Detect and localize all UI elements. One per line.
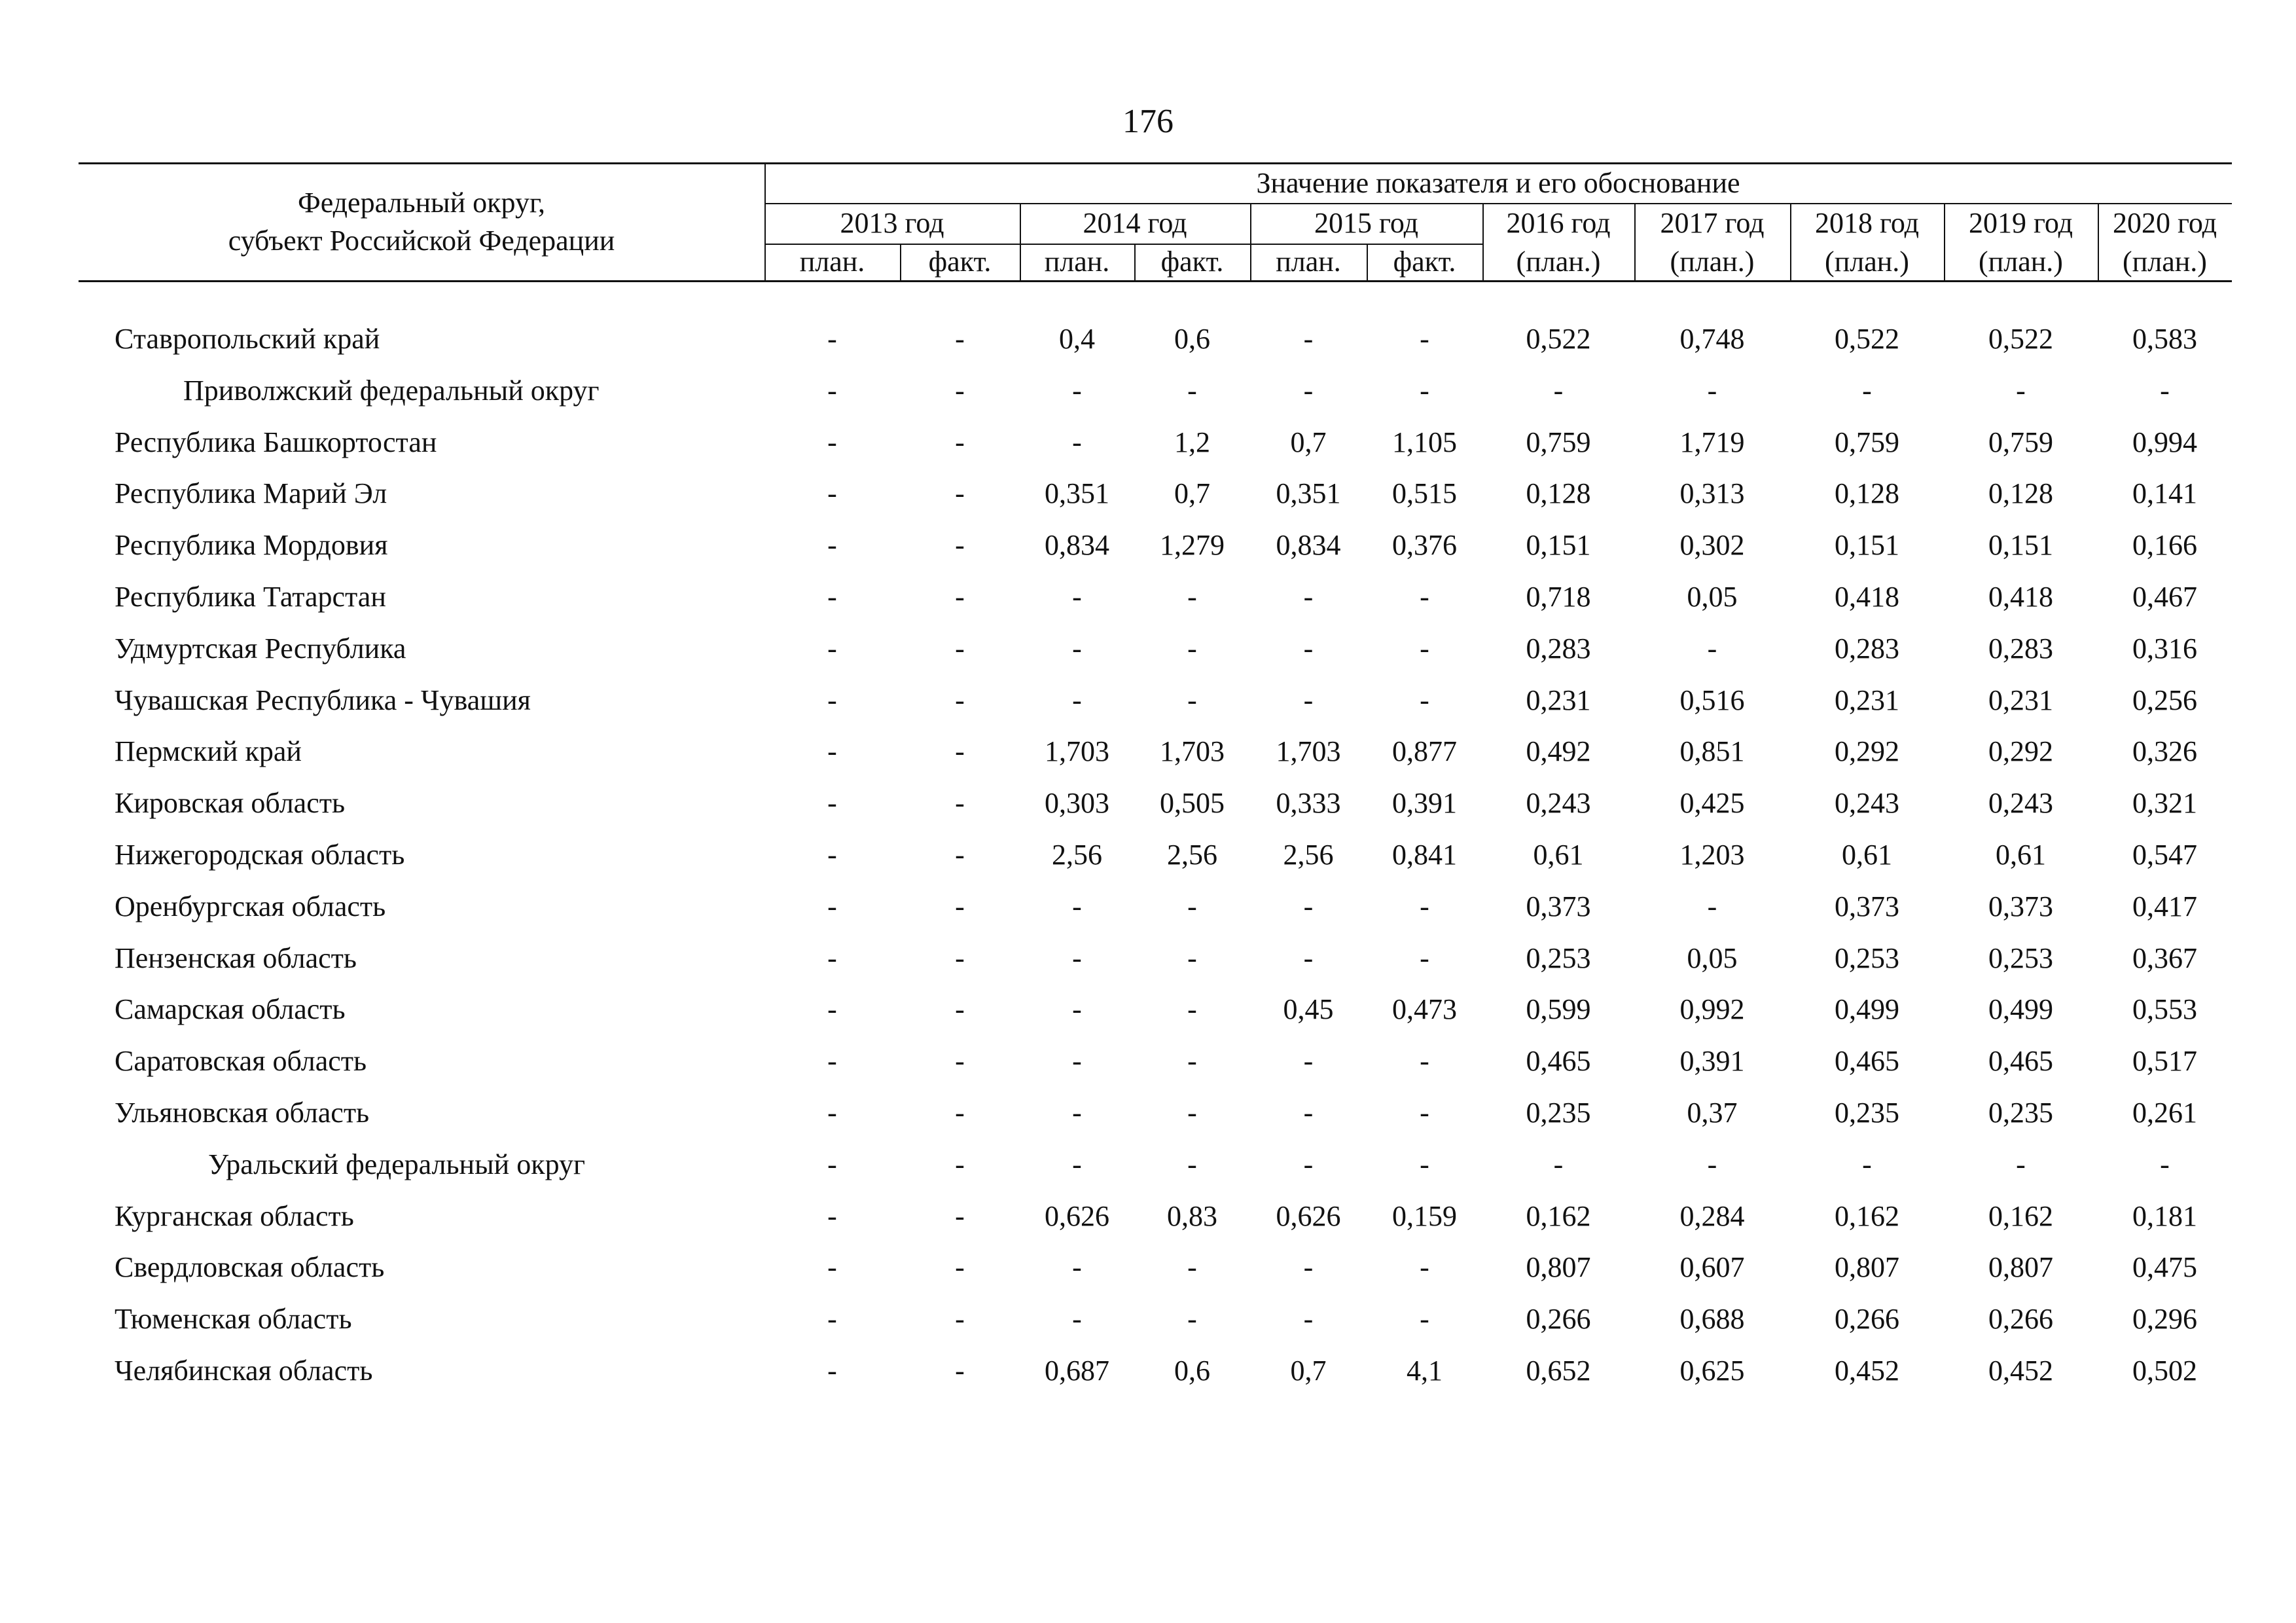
value-cell: 0,05 xyxy=(1687,941,1738,974)
value-cell: 0,162 xyxy=(1526,1199,1591,1232)
value-cell: 0,162 xyxy=(1988,1199,2053,1232)
value-cell: - xyxy=(955,1303,965,1336)
value-cell: 0,475 xyxy=(2132,1251,2197,1284)
value-cell: 0,373 xyxy=(1988,890,2053,922)
value-cell: - xyxy=(1072,1045,1082,1078)
value-cell: 0,283 xyxy=(1988,632,2053,665)
region-name: Нижегородская область xyxy=(115,839,405,871)
value-cell: 0,231 xyxy=(1526,684,1591,716)
value-cell: 0,303 xyxy=(1045,787,1109,820)
value-cell: 0,351 xyxy=(1045,477,1109,510)
value-cell: 0,759 xyxy=(1835,426,1899,458)
value-cell: - xyxy=(827,839,837,871)
value-cell: - xyxy=(955,581,965,613)
year-header-2013: 2013 год xyxy=(840,207,944,239)
value-cell: 0,515 xyxy=(1392,477,1457,510)
value-cell: - xyxy=(2016,374,2026,407)
value-cell: 0,351 xyxy=(1276,477,1341,510)
value-cell: - xyxy=(827,323,837,355)
value-cell: - xyxy=(955,426,965,458)
header-group-rule xyxy=(764,203,2232,204)
value-cell: 0,284 xyxy=(1679,1199,1745,1232)
value-cell: - xyxy=(1303,1303,1314,1336)
value-cell: 0,141 xyxy=(2132,477,2197,510)
value-cell: 0,151 xyxy=(1988,529,2053,562)
value-cell: - xyxy=(1187,993,1197,1026)
value-cell: 0,376 xyxy=(1392,529,1457,562)
value-cell: 1,703 xyxy=(1276,735,1341,768)
value-cell: 0,502 xyxy=(2132,1355,2197,1387)
value-cell: - xyxy=(955,1355,965,1387)
value-cell: - xyxy=(955,632,965,665)
value-cell: 1,703 xyxy=(1160,735,1225,768)
value-cell: - xyxy=(1420,1303,1429,1336)
value-cell: - xyxy=(827,529,837,562)
value-cell: 0,718 xyxy=(1526,581,1591,613)
value-cell: - xyxy=(827,374,837,407)
region-name: Пензенская область xyxy=(115,941,357,974)
region-name: Чувашская Республика - Чувашия xyxy=(115,684,531,716)
value-cell: - xyxy=(1187,684,1197,716)
year-header-2017: 2017 год xyxy=(1660,207,1765,239)
value-cell: 0,83 xyxy=(1167,1199,1217,1232)
value-cell: 0,516 xyxy=(1679,684,1745,716)
value-cell: 0,37 xyxy=(1687,1097,1738,1129)
value-cell: - xyxy=(955,684,965,716)
value-cell: - xyxy=(1420,374,1429,407)
value-cell: 0,492 xyxy=(1526,735,1591,768)
value-cell: 0,418 xyxy=(1835,581,1899,613)
value-cell: 0,243 xyxy=(1988,787,2053,820)
value-cell: - xyxy=(1187,632,1197,665)
subheader-plan-only: (план.) xyxy=(1516,246,1601,278)
value-cell: - xyxy=(1187,890,1197,922)
value-cell: - xyxy=(1303,941,1314,974)
value-cell: 0,994 xyxy=(2132,426,2197,458)
value-cell: 1,2 xyxy=(1174,426,1210,458)
value-cell: - xyxy=(1707,632,1717,665)
value-cell: 0,166 xyxy=(2132,529,2197,562)
value-cell: 4,1 xyxy=(1407,1355,1443,1387)
value-cell: 0,759 xyxy=(1526,426,1591,458)
value-cell: 0,266 xyxy=(1835,1303,1899,1336)
subheader-fact: факт. xyxy=(928,246,992,278)
value-cell: 0,128 xyxy=(1835,477,1899,510)
value-cell: 0,7 xyxy=(1290,426,1327,458)
value-cell: 0,688 xyxy=(1679,1303,1745,1336)
value-cell: 1,719 xyxy=(1679,426,1745,458)
value-cell: 0,162 xyxy=(1835,1199,1899,1232)
subheader-fact: факт. xyxy=(1393,246,1456,278)
value-cell: 0,834 xyxy=(1276,529,1341,562)
header-top-rule xyxy=(79,162,2232,164)
value-cell: - xyxy=(955,323,965,355)
value-cell: 0,292 xyxy=(1988,735,2053,768)
year-header-2015: 2015 год xyxy=(1314,207,1419,239)
value-cell: - xyxy=(1187,1303,1197,1336)
value-cell: - xyxy=(827,1303,837,1336)
value-cell: - xyxy=(1187,1148,1197,1180)
value-cell: 0,256 xyxy=(2132,684,2197,716)
value-cell: - xyxy=(1303,1045,1314,1078)
subheader-plan: план. xyxy=(1276,246,1341,278)
value-cell: - xyxy=(827,993,837,1026)
value-cell: - xyxy=(1303,581,1314,613)
value-cell: 0,391 xyxy=(1679,1045,1745,1078)
value-cell: 0,128 xyxy=(1526,477,1591,510)
year-header-2016: 2016 год xyxy=(1506,207,1611,239)
value-cell: 0,326 xyxy=(2132,735,2197,768)
value-cell: 0,231 xyxy=(1988,684,2053,716)
value-cell: - xyxy=(1420,1251,1429,1284)
value-cell: - xyxy=(1072,684,1082,716)
subheader-plan: план. xyxy=(1044,246,1110,278)
value-cell: 0,253 xyxy=(1526,941,1591,974)
value-cell: 0,425 xyxy=(1679,787,1745,820)
value-cell: 0,253 xyxy=(1835,941,1899,974)
value-cell: - xyxy=(1420,1148,1429,1180)
value-cell: - xyxy=(1072,1251,1082,1284)
value-cell: 0,626 xyxy=(1276,1199,1341,1232)
value-cell: 0,7 xyxy=(1174,477,1210,510)
value-cell: 0,652 xyxy=(1526,1355,1591,1387)
region-name: Республика Мордовия xyxy=(115,529,388,562)
value-cell: 0,61 xyxy=(1842,839,1892,871)
value-cell: 1,105 xyxy=(1392,426,1457,458)
value-cell: - xyxy=(827,1045,837,1078)
region-name: Оренбургская область xyxy=(115,890,386,922)
header-subheader-rule xyxy=(764,244,1482,245)
value-cell: - xyxy=(955,1097,965,1129)
value-cell: - xyxy=(1303,684,1314,716)
header-bottom-rule xyxy=(79,280,2232,282)
subheader-plan: план. xyxy=(799,246,865,278)
value-cell: - xyxy=(1187,374,1197,407)
value-cell: 0,159 xyxy=(1392,1199,1457,1232)
value-cell: 0,61 xyxy=(1996,839,2046,871)
value-cell: - xyxy=(955,374,965,407)
value-cell: 0,181 xyxy=(2132,1199,2197,1232)
value-cell: - xyxy=(827,1097,837,1129)
value-cell: - xyxy=(1187,1251,1197,1284)
value-cell: - xyxy=(1187,581,1197,613)
value-cell: 0,607 xyxy=(1679,1251,1745,1284)
value-cell: 0,321 xyxy=(2132,787,2197,820)
value-cell: 0,748 xyxy=(1679,323,1745,355)
value-cell: - xyxy=(827,787,837,820)
value-cell: 0,807 xyxy=(1835,1251,1899,1284)
value-cell: 0,473 xyxy=(1392,993,1457,1026)
value-cell: 1,203 xyxy=(1679,839,1745,871)
region-column-header-line1: Федеральный округ, xyxy=(297,187,546,219)
region-name: Ульяновская область xyxy=(115,1097,370,1129)
value-cell: - xyxy=(1072,890,1082,922)
value-cell: - xyxy=(1862,1148,1872,1180)
value-cell: 0,151 xyxy=(1526,529,1591,562)
value-cell: - xyxy=(827,735,837,768)
value-cell: - xyxy=(1072,632,1082,665)
value-cell: 0,625 xyxy=(1679,1355,1745,1387)
value-cell: 0,583 xyxy=(2132,323,2197,355)
value-cell: - xyxy=(1072,374,1082,407)
value-cell: - xyxy=(955,477,965,510)
indicator-group-title: Значение показателя и его обоснование xyxy=(1256,167,1740,199)
region-name: Республика Марий Эл xyxy=(115,477,387,510)
region-column-header-line2: субъект Российской Федерации xyxy=(228,225,615,257)
value-cell: 0,465 xyxy=(1835,1045,1899,1078)
value-cell: 0,877 xyxy=(1392,735,1457,768)
value-cell: - xyxy=(827,632,837,665)
value-cell: 0,231 xyxy=(1835,684,1899,716)
value-cell: 2,56 xyxy=(1283,839,1334,871)
region-name: Пермский край xyxy=(115,735,302,768)
value-cell: - xyxy=(827,1148,837,1180)
value-cell: - xyxy=(1553,1148,1564,1180)
value-cell: 0,499 xyxy=(1835,993,1899,1026)
value-cell: 0,7 xyxy=(1290,1355,1327,1387)
value-cell: - xyxy=(955,941,965,974)
value-cell: 0,373 xyxy=(1835,890,1899,922)
region-name: Ставропольский край xyxy=(115,323,380,355)
value-cell: - xyxy=(827,477,837,510)
region-name: Тюменская область xyxy=(115,1303,352,1336)
value-cell: 0,547 xyxy=(2132,839,2197,871)
subheader-plan-only: (план.) xyxy=(2123,246,2207,278)
value-cell: 0,266 xyxy=(1988,1303,2053,1336)
value-cell: 0,418 xyxy=(1988,581,2053,613)
value-cell: 0,243 xyxy=(1526,787,1591,820)
value-cell: - xyxy=(1862,374,1872,407)
value-cell: - xyxy=(1303,323,1314,355)
value-cell: - xyxy=(1420,632,1429,665)
value-cell: 0,6 xyxy=(1174,323,1210,355)
value-cell: 0,235 xyxy=(1526,1097,1591,1129)
value-cell: 0,45 xyxy=(1283,993,1334,1026)
value-cell: - xyxy=(1072,581,1082,613)
region-name: Свердловская область xyxy=(115,1251,385,1284)
value-cell: - xyxy=(827,684,837,716)
region-name: Курганская область xyxy=(115,1199,354,1232)
value-cell: - xyxy=(1707,374,1717,407)
value-cell: - xyxy=(955,787,965,820)
value-cell: 0,302 xyxy=(1679,529,1745,562)
value-cell: 0,266 xyxy=(1526,1303,1591,1336)
value-cell: - xyxy=(1707,890,1717,922)
value-cell: 0,333 xyxy=(1276,787,1341,820)
value-cell: - xyxy=(827,1355,837,1387)
value-cell: 0,313 xyxy=(1679,477,1745,510)
value-cell: 0,599 xyxy=(1526,993,1591,1026)
value-cell: 0,807 xyxy=(1526,1251,1591,1284)
value-cell: 0,517 xyxy=(2132,1045,2197,1078)
value-cell: 0,626 xyxy=(1045,1199,1109,1232)
value-cell: - xyxy=(2160,1148,2170,1180)
value-cell: - xyxy=(1303,1251,1314,1284)
value-cell: - xyxy=(1072,1303,1082,1336)
value-cell: - xyxy=(1072,426,1082,458)
value-cell: 0,243 xyxy=(1835,787,1899,820)
value-cell: - xyxy=(827,1251,837,1284)
region-name: Республика Татарстан xyxy=(115,581,386,613)
value-cell: - xyxy=(827,890,837,922)
value-cell: 0,373 xyxy=(1526,890,1591,922)
value-cell: 1,279 xyxy=(1160,529,1225,562)
value-cell: - xyxy=(1303,632,1314,665)
value-cell: 0,467 xyxy=(2132,581,2197,613)
value-cell: 0,253 xyxy=(1988,941,2053,974)
value-cell: 0,283 xyxy=(1835,632,1899,665)
value-cell: - xyxy=(827,581,837,613)
value-cell: - xyxy=(1420,1097,1429,1129)
value-cell: - xyxy=(1303,374,1314,407)
value-cell: 0,841 xyxy=(1392,839,1457,871)
value-cell: 0,261 xyxy=(2132,1097,2197,1129)
value-cell: - xyxy=(955,1199,965,1232)
value-cell: - xyxy=(827,426,837,458)
value-cell: - xyxy=(1420,1045,1429,1078)
value-cell: 2,56 xyxy=(1167,839,1217,871)
value-cell: 0,452 xyxy=(1988,1355,2053,1387)
region-name: Удмуртская Республика xyxy=(115,632,406,665)
value-cell: - xyxy=(1303,1097,1314,1129)
value-cell: 0,367 xyxy=(2132,941,2197,974)
value-cell: 0,851 xyxy=(1679,735,1745,768)
value-cell: - xyxy=(1420,890,1429,922)
value-cell: 0,687 xyxy=(1045,1355,1109,1387)
subheader-plan-only: (план.) xyxy=(1979,246,2063,278)
value-cell: - xyxy=(955,993,965,1026)
region-name: Саратовская область xyxy=(115,1045,367,1078)
region-name: Республика Башкортостан xyxy=(115,426,437,458)
value-cell: - xyxy=(1072,993,1082,1026)
value-cell: 0,05 xyxy=(1687,581,1738,613)
value-cell: - xyxy=(1072,1148,1082,1180)
value-cell: - xyxy=(1553,374,1564,407)
value-cell: - xyxy=(1303,890,1314,922)
value-cell: - xyxy=(1420,323,1429,355)
value-cell: 0,499 xyxy=(1988,993,2053,1026)
value-cell: - xyxy=(1707,1148,1717,1180)
value-cell: 0,283 xyxy=(1526,632,1591,665)
value-cell: 0,992 xyxy=(1679,993,1745,1026)
value-cell: 0,417 xyxy=(2132,890,2197,922)
value-cell: - xyxy=(955,1045,965,1078)
subheader-plan-only: (план.) xyxy=(1825,246,1909,278)
value-cell: - xyxy=(1303,1148,1314,1180)
year-header-2018: 2018 год xyxy=(1814,207,1920,239)
value-cell: 0,465 xyxy=(1526,1045,1591,1078)
region-name: Кировская область xyxy=(115,787,346,820)
value-cell: 0,151 xyxy=(1835,529,1899,562)
value-cell: 1,703 xyxy=(1045,735,1109,768)
value-cell: 2,56 xyxy=(1052,839,1102,871)
year-header-2020: 2020 год xyxy=(2112,207,2217,239)
value-cell: 0,553 xyxy=(2132,993,2197,1026)
value-cell: 0,235 xyxy=(1835,1097,1899,1129)
value-cell: 0,4 xyxy=(1059,323,1095,355)
value-cell: - xyxy=(2016,1148,2026,1180)
value-cell: - xyxy=(1072,941,1082,974)
region-name: Челябинская область xyxy=(115,1355,373,1387)
value-cell: 0,235 xyxy=(1988,1097,2053,1129)
value-cell: - xyxy=(955,890,965,922)
value-cell: - xyxy=(955,839,965,871)
value-cell: 0,834 xyxy=(1045,529,1109,562)
value-cell: - xyxy=(1187,1097,1197,1129)
value-cell: 0,61 xyxy=(1533,839,1584,871)
value-cell: 0,505 xyxy=(1160,787,1225,820)
value-cell: 0,522 xyxy=(1835,323,1899,355)
value-cell: 0,522 xyxy=(1526,323,1591,355)
value-cell: - xyxy=(955,1251,965,1284)
value-cell: 0,6 xyxy=(1174,1355,1210,1387)
value-cell: 0,316 xyxy=(2132,632,2197,665)
value-cell: - xyxy=(955,529,965,562)
value-cell: 0,128 xyxy=(1988,477,2053,510)
federal-district-name: Уральский федеральный округ xyxy=(208,1148,586,1180)
value-cell: 0,465 xyxy=(1988,1045,2053,1078)
value-cell: 0,292 xyxy=(1835,735,1899,768)
value-cell: - xyxy=(1187,941,1197,974)
page-number: 176 xyxy=(1122,103,1174,140)
value-cell: 0,391 xyxy=(1392,787,1457,820)
value-cell: 0,759 xyxy=(1988,426,2053,458)
value-cell: 0,807 xyxy=(1988,1251,2053,1284)
value-cell: - xyxy=(1187,1045,1197,1078)
value-cell: 0,522 xyxy=(1988,323,2053,355)
value-cell: - xyxy=(1072,1097,1082,1129)
value-cell: 0,452 xyxy=(1835,1355,1899,1387)
value-cell: - xyxy=(955,1148,965,1180)
subheader-fact: факт. xyxy=(1160,246,1224,278)
value-cell: - xyxy=(955,735,965,768)
value-cell: - xyxy=(827,941,837,974)
value-cell: - xyxy=(1420,581,1429,613)
subheader-plan-only: (план.) xyxy=(1670,246,1755,278)
value-cell: - xyxy=(1420,941,1429,974)
year-header-2019: 2019 год xyxy=(1968,207,2073,239)
value-cell: 0,296 xyxy=(2132,1303,2197,1336)
federal-district-name: Приволжский федеральный округ xyxy=(183,374,600,407)
value-cell: - xyxy=(2160,374,2170,407)
value-cell: - xyxy=(1420,684,1429,716)
region-name: Самарская область xyxy=(115,993,346,1026)
year-header-2014: 2014 год xyxy=(1083,207,1187,239)
value-cell: - xyxy=(827,1199,837,1232)
